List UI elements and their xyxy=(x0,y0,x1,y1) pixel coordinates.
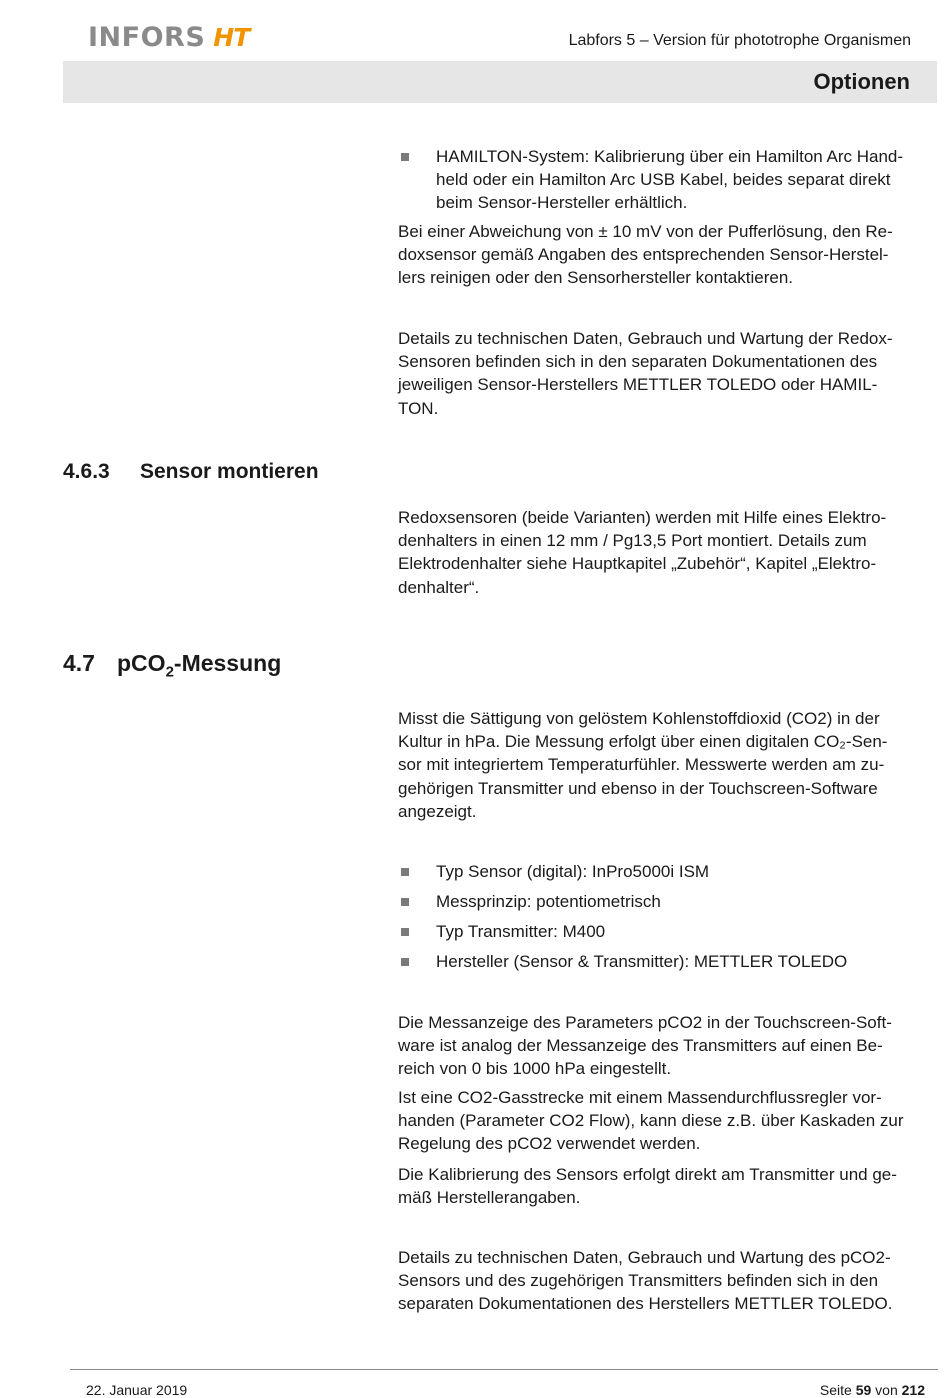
para-line: Ist eine CO2-Gasstrecke mit einem Massendurchflussregler vor- xyxy=(398,1088,882,1107)
para-line: Misst die Sättigung von gelöstem Kohlenstoffdioxid (CO2) in der xyxy=(398,709,880,728)
pco2-details-paragraph xyxy=(398,1246,938,1316)
para-line: Sensors und des zugehörigen Transmitters befinden sich in den xyxy=(398,1271,879,1291)
para-line: Elektrodenhalter siehe Hauptkapitel „Zubehör“, Kapitel „Elektro- xyxy=(398,554,877,574)
pco2-intro-paragraph xyxy=(398,707,938,823)
bullet-icon xyxy=(401,958,409,966)
logo-ht-mark: HT xyxy=(213,22,250,52)
list-item xyxy=(398,145,938,215)
heading-4-7 xyxy=(63,650,281,681)
para-line: ware ist analog der Messanzeige des Transmitters auf einen Be- xyxy=(398,1036,883,1056)
para-line: Redoxsensoren (beide Varianten) werden mit Hilfe eines Elektro- xyxy=(398,508,887,527)
para-line: reich von 0 bis 1000 hPa eingestellt. xyxy=(398,1059,672,1079)
para-line: separaten Dokumentationen des Herstellers METTLER TOLEDO. xyxy=(398,1294,893,1314)
total-pages: 212 xyxy=(901,1382,925,1398)
para-line: Regelung des pCO2 verwendet werden. xyxy=(398,1134,701,1154)
para-line: Details zu technischen Daten, Gebrauch und Wartung des pCO2- xyxy=(398,1248,891,1267)
section-name: Optionen xyxy=(813,69,910,94)
para-line: denhalter“. xyxy=(398,577,480,597)
bullet-icon xyxy=(401,868,409,876)
calibration-paragraph xyxy=(398,1163,938,1209)
logo-text: INFORS xyxy=(88,21,206,53)
para-line: lers reinigen oder den Sensorhersteller kontaktieren. xyxy=(398,268,794,288)
heading-title-post: -Messung xyxy=(173,650,282,676)
para-line: jeweiligen Sensor-Herstellers METTLER TOLEDO oder HAMIL- xyxy=(398,375,878,395)
heading-4-6-3 xyxy=(63,460,319,484)
bullet-line: beim Sensor-Hersteller erhältlich. xyxy=(436,193,688,213)
bullet-icon xyxy=(401,898,409,906)
para-line: Sensoren befinden sich in den separaten Dokumentationen des xyxy=(398,352,878,372)
para-line: Bei einer Abweichung von ± 10 mV von der Pufferlösung, den Re- xyxy=(398,222,893,241)
para-line: denhalters in einen 12 mm / Pg13,5 Port montiert. Details zum xyxy=(398,531,867,551)
current-page: 59 xyxy=(855,1382,872,1398)
deviation-paragraph xyxy=(398,220,938,290)
list-item xyxy=(398,890,938,913)
para-line: gehörigen Transmitter und ebenso in der Touchscreen-Software xyxy=(398,778,878,798)
para-line: handen (Parameter CO2 Flow), kann diese z.B. über Kaskaden zur xyxy=(398,1111,904,1131)
company-logo xyxy=(88,22,249,52)
bullet-line: held oder ein Hamilton Arc USB Kabel, beides separat direkt xyxy=(436,170,891,190)
redox-details-paragraph xyxy=(398,327,938,420)
heading-number: 4.6.3 xyxy=(63,460,110,483)
document-title: Labfors 5 – Version für phototrophe Organismen xyxy=(568,32,911,49)
para-line: sor mit integriertem Temperaturfühler. Messwerte werden am zu- xyxy=(398,755,885,775)
para-line: doxsensor gemäß Angaben des entsprechenden Sensor-Herstel- xyxy=(398,245,889,265)
page-number xyxy=(820,1382,925,1398)
list-item xyxy=(398,950,938,973)
list-item xyxy=(398,860,938,883)
heading-number: 4.7 xyxy=(63,650,95,676)
list-item xyxy=(398,920,938,943)
bullet-text: Typ Sensor (digital): InPro5000i ISM xyxy=(436,862,710,881)
para-line: Kultur in hPa. Die Messung erfolgt über einen digitalen CO₂-Sen- xyxy=(398,732,888,752)
pco2-spec-list xyxy=(398,860,938,973)
sensor-mount-paragraph xyxy=(398,506,938,599)
co2-gas-paragraph xyxy=(398,1086,938,1156)
para-line: Die Messanzeige des Parameters pCO2 in der Touchscreen-Soft- xyxy=(398,1013,892,1032)
heading-title: Sensor montieren xyxy=(140,460,319,483)
bullet-icon xyxy=(401,928,409,936)
heading-title-pre: pCO xyxy=(117,650,166,676)
bullet-icon xyxy=(401,153,409,161)
para-line: Die Kalibrierung des Sensors erfolgt direkt am Transmitter und ge- xyxy=(398,1165,897,1184)
footer-divider xyxy=(70,1369,938,1370)
bullet-line: HAMILTON-System: Kalibrierung über ein Hamilton Arc Hand- xyxy=(436,147,904,166)
pco2-display-paragraph xyxy=(398,1011,938,1081)
hamilton-bullet xyxy=(398,145,938,215)
page-prefix: Seite xyxy=(819,1382,852,1398)
bullet-text: Typ Transmitter: M400 xyxy=(436,922,606,941)
para-line: mäß Herstellerangaben. xyxy=(398,1188,581,1208)
para-line: TON. xyxy=(398,398,439,418)
bullet-text: Hersteller (Sensor & Transmitter): METTLER TOLEDO xyxy=(436,952,848,971)
footer-date: 22. Januar 2019 xyxy=(86,1382,188,1398)
heading-title-sub: 2 xyxy=(165,663,174,681)
bullet-text: Messprinzip: potentiometrisch xyxy=(436,892,661,911)
para-line: angezeigt. xyxy=(398,801,477,821)
para-line: Details zu technischen Daten, Gebrauch und Wartung der Redox- xyxy=(398,329,893,348)
section-header-band xyxy=(63,61,937,103)
page-of: von xyxy=(875,1382,898,1398)
